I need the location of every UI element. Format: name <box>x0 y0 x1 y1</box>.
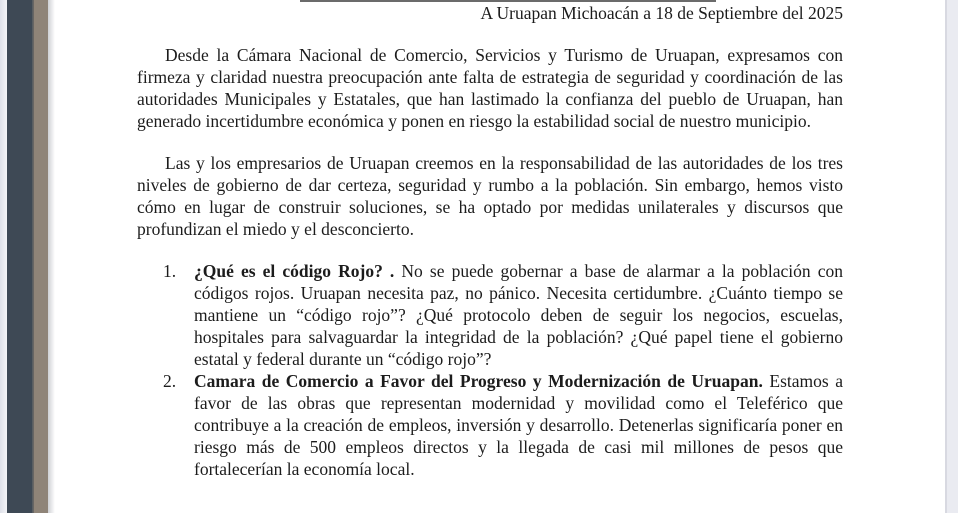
list-item-number: 2. <box>163 371 177 391</box>
paragraph-2: Las y los empresarios de Uruapan creemos en la responsabilidad de las autoridades de los tres niveles de gobierno de dar certeza, seguridad y rumbo a la población. Sin embargo, hemos visto cómo en lugar de construir soluciones, se ha optado por medidas unilaterales y discursos que profundizan el miedo y el desconcierto. <box>137 153 843 239</box>
list-item-heading: Camara de Comercio a Favor del Progreso y Modernización de Uruapan. <box>194 371 763 391</box>
list-item-heading: ¿Qué es el código Rojo? . <box>194 261 395 281</box>
left-taupe-bar <box>34 0 48 513</box>
numbered-list <box>137 260 843 480</box>
list-item-number: 1. <box>163 261 177 281</box>
paragraph-1: Desde la Cámara Nacional de Comercio, Servicios y Turismo de Uruapan, expresamos con firmeza y claridad nuestra preocupación ante falta de estrategia de seguridad y coordinación de las autoridades Municipales y Estatales, que han lastimado la confianza del pueblo de Uruapan, han generado incertidumbre económica y ponen en riesgo la estabilidad social de nuestro municipio. <box>137 45 843 131</box>
letter-body <box>137 2 843 480</box>
page-left-shadow <box>48 0 58 513</box>
list-item <box>137 260 843 370</box>
list-item-text: No se puede gobernar a base de alarmar a la población con códigos rojos. Uruapan necesita paz, no pánico. Necesita certidumbre. ¿Cuánto tiempo se mantiene un “código rojo”? ¿Qué protocolo deben de seguir los negocios, escuelas, hospitales para salvaguardar la integridad de la población? ¿Qué papel tiene el gobierno estatal y federal durante un “código rojo”? <box>194 261 843 369</box>
left-edge-strip <box>0 0 7 513</box>
right-gutter <box>947 0 958 513</box>
list-item <box>137 370 843 480</box>
date-line: A Uruapan Michoacán a 18 de Septiembre del 2025 <box>480 3 843 23</box>
left-dark-bar <box>7 0 32 513</box>
list-item-text: Estamos a favor de las obras que representan modernidad y movilidad como el Teleférico que contribuye a la creación de empleos, inversión y desarrollo. Detenerlas significaría poner en riesgo más de 500 empleos directos y la llegada de casi mil millones de pesos que fortalecerían la economía local. <box>194 371 844 479</box>
